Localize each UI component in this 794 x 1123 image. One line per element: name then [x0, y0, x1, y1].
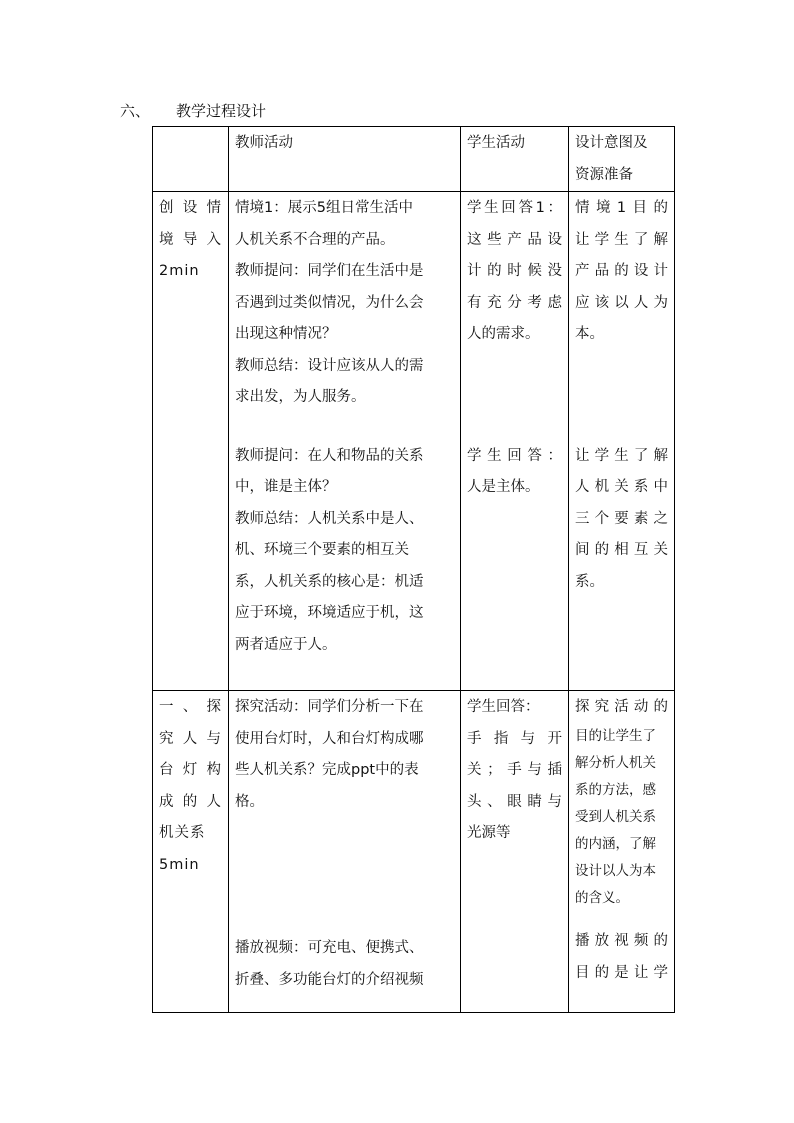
- design-intent-cell: 情境1目的 让学生了解 产品的设计 应该以人为 本。 让学生了解 人机关系中 三个要素之 间的相互关 系。: [569, 192, 675, 691]
- header-design-intent: 设计意图及 资源准备: [569, 127, 675, 192]
- teacher-activity-cell: 探究活动：同学们分析一下在 使用台灯时，人和台灯构成哪 些人机关系？完成ppt中的表 格。 播放视频：可充电、便携式、 折叠、多功能台灯的介绍视频: [229, 691, 461, 1013]
- header-student-activity: 学生活动: [461, 127, 569, 192]
- section-number: 六、: [120, 102, 151, 120]
- student-activity-cell: 学生回答： 手指与开 关；手与插 头、眼睛与 光源等: [461, 691, 569, 1013]
- teaching-process-table: [152, 126, 675, 1013]
- stage-cell: 一、探 究人与 台灯构 成的人 机关系 5min: [153, 691, 229, 1013]
- section-title: 教学过程设计: [176, 102, 267, 120]
- teacher-activity-cell: 情境1：展示5组日常生活中 人机关系不合理的产品。 教师提问：同学们在生活中是 否遇到过类似情况，为什么会 出现这种情况？ 教师总结：设计应该从人的需 求出发，为人服务。 教师提问：在人和物品的关系 中，谁是主体？ 教师总结：人机关系中是人、 机、环境三个要素的相互关 系，人机关系的核心是：机适 应于环境，环境适应于机，这 两者适应于人。: [229, 192, 461, 691]
- table-row: [153, 192, 675, 691]
- header-stage: [153, 127, 229, 192]
- stage-cell: 创设情 境导入 2min: [153, 192, 229, 691]
- table-header-row: [153, 127, 675, 192]
- table-row: [153, 691, 675, 1013]
- header-teacher-activity: 教师活动: [229, 127, 461, 192]
- student-activity-cell: 学生回答1： 这些产品设 计的时候没 有充分考虑 人的需求。 学生回答： 人是主体。: [461, 192, 569, 691]
- design-intent-cell: 探究活动的 目的让学生了 解分析人机关 系的方法，感 受到人机关系 的内涵，了解 设计以人为本 的含义。 播放视频的 目的是让学: [569, 691, 675, 1013]
- section-heading: [120, 100, 266, 122]
